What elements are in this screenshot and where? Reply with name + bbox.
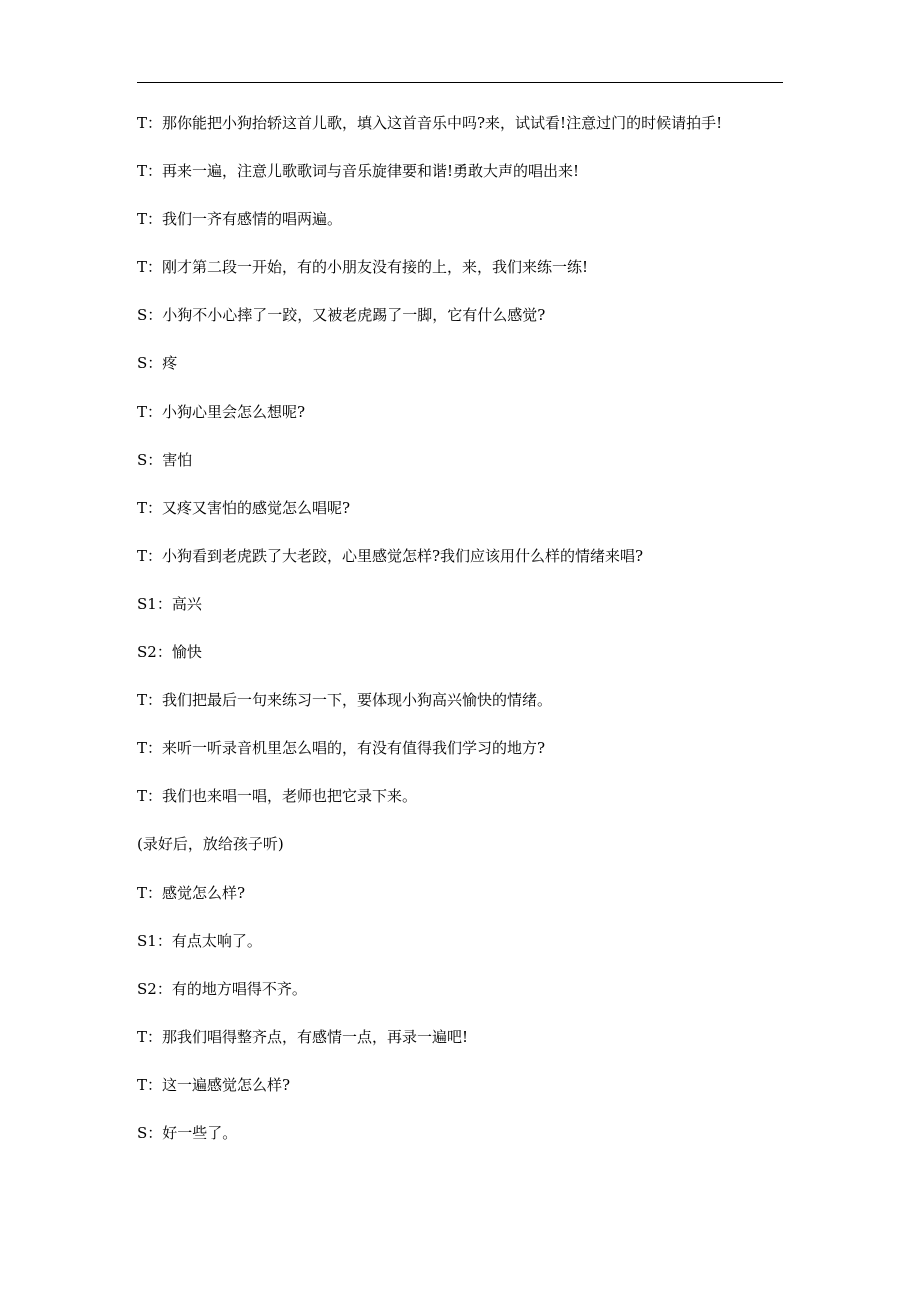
- dialogue-line: T：小狗心里会怎么想呢?: [137, 402, 306, 421]
- dialogue-line: T：刚才第二段一开始，有的小朋友没有接的上，来，我们来练一练!: [137, 258, 589, 277]
- dialogue-line: S2：有的地方唱得不齐。: [137, 979, 307, 998]
- dialogue-line: S1：高兴: [137, 594, 202, 613]
- header-rule: [137, 82, 783, 83]
- dialogue-line: T：感觉怎么样?: [137, 883, 246, 902]
- dialogue-line: T：又疼又害怕的感觉怎么唱呢?: [137, 498, 351, 517]
- dialogue-line: T：我们把最后一句来练习一下，要体现小狗高兴愉快的情绪。: [137, 691, 553, 710]
- dialogue-line: S：疼: [137, 354, 178, 373]
- stage-direction: (录好后，放给孩子听): [137, 835, 284, 854]
- dialogue-line: S：小狗不小心摔了一跤，又被老虎踢了一脚，它有什么感觉?: [137, 306, 546, 325]
- dialogue-line: S2：愉快: [137, 643, 202, 662]
- dialogue-line: T：那我们唱得整齐点，有感情一点，再录一遍吧!: [137, 1027, 469, 1046]
- dialogue-line: T：来听一听录音机里怎么唱的，有没有值得我们学习的地方?: [137, 739, 546, 758]
- dialogue-line: S：好一些了。: [137, 1123, 238, 1142]
- dialogue-line: T：我们也来唱一唱，老师也把它录下来。: [137, 787, 418, 806]
- dialogue-line: T：小狗看到老虎跌了大老跤，心里感觉怎样?我们应该用什么样的情绪来唱?: [137, 546, 644, 565]
- dialogue-line: T：这一遍感觉怎么样?: [137, 1075, 291, 1094]
- dialogue-line: S1：有点太响了。: [137, 931, 262, 950]
- dialogue-line: T：再来一遍，注意儿歌歌词与音乐旋律要和谐!勇敢大声的唱出来!: [137, 162, 580, 181]
- dialogue-line: T：那你能把小狗抬轿这首儿歌，填入这首音乐中吗?来，试试看!注意过门的时候请拍手!: [137, 114, 723, 132]
- document-body: [137, 109, 797, 1167]
- dialogue-line: S：害怕: [137, 450, 193, 469]
- dialogue-line: T：我们一齐有感情的唱两遍。: [137, 210, 343, 229]
